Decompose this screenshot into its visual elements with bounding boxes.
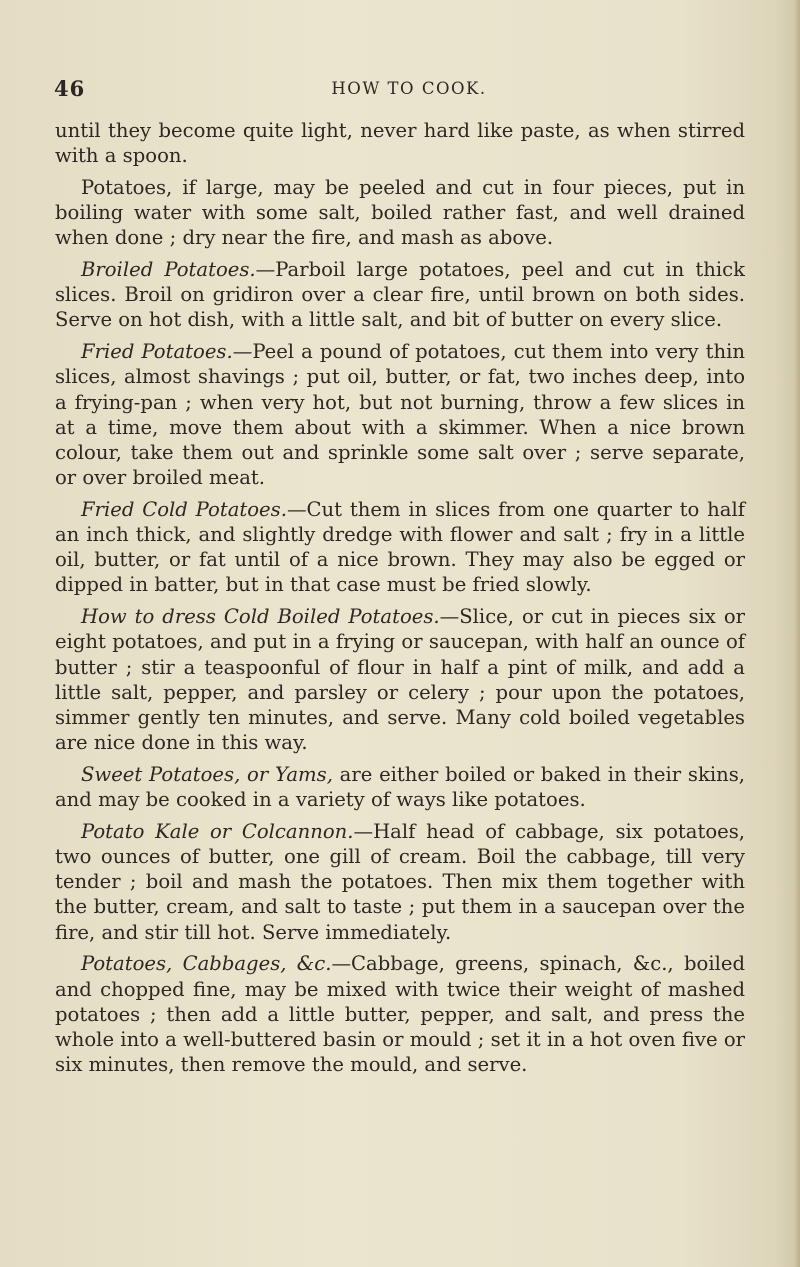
recipe-title: Sweet Potatoes, or Yams, — [81, 762, 333, 786]
paragraph-text: Potatoes, if large, may be peeled and cut in four pieces, put in boiling water with some salt, boiled rather fast, and well drained when done ; dry near the fire, and mash as above. — [55, 175, 745, 250]
recipe-text: —Peel a pound of potatoes, cut them into very thin slices, almost shavings ; put oil, butter, or fat, two inches deep, into a frying-pan ; when very hot, but not burning, throw a few slices in at a time, move them about with a skimmer. When a nice brown colour, take them out and sprinkle some salt over ; serve separate, or over broiled meat. — [55, 340, 746, 490]
paragraph-continuation — [55, 118, 745, 168]
recipe-cold-boiled-potatoes — [55, 604, 745, 755]
paragraph-text: until they become quite light, never hard like paste, as when stirred with a spoon. — [55, 119, 745, 168]
paragraph-potatoes-large — [55, 175, 745, 251]
recipe-text: —Half head of cabbage, six potatoes, two ounces of butter, one gill of cream. Boil the cabbage, till very tender ; boil and mash the potatoes. Then mix them together with the butter, cream, and salt to taste ; put them in a saucepan over the fire, and stir till hot. Serve immediately. — [55, 819, 745, 944]
recipe-text: —Cut them in slices from one quarter to half an inch thick, and slightly dredge with flower and salt ; fry in a little oil, butter, or fat until of a nice brown. They may also be egged or dipped in batter, but in that case must be fried slowly. — [55, 497, 745, 597]
recipe-text: —Cabbage, greens, spinach, &c., boiled and chopped fine, may be mixed with twice their weight of mashed potatoes ; then add a little butter, pepper, and salt, and press the whole into a well-buttered basin or mould ; set it in a hot oven five or six minutes, then remove the mould, and serve. — [55, 952, 745, 1077]
recipe-title: Fried Cold Potatoes. — [81, 497, 287, 521]
recipe-potatoes-cabbages — [55, 951, 745, 1077]
recipe-title: Potatoes, Cabbages, &c. — [81, 952, 332, 976]
page-header — [54, 76, 734, 106]
recipe-broiled-potatoes — [55, 257, 745, 333]
page-number: 46 — [54, 76, 86, 101]
recipe-text: —Parboil large potatoes, peel and cut in thick slices. Broil on gridiron over a clear fire, until brown on both sides. Serve on hot dish, with a little salt, and bit of butter on every slice. — [55, 258, 745, 332]
recipe-title: Potato Kale or Colcannon. — [81, 819, 354, 843]
recipe-title: Broiled Potatoes. — [81, 258, 256, 282]
recipe-sweet-potatoes — [55, 762, 745, 812]
recipe-title: How to dress Cold Boiled Potatoes. — [81, 605, 440, 629]
recipe-fried-cold-potatoes — [55, 497, 745, 598]
recipe-text: —Slice, or cut in pieces six or eight potatoes, and put in a frying or saucepan, with half an ounce of butter ; stir a teaspoonful of flour in half a pint of milk, and add a little salt, pepper, and parsley or celery ; pour upon the potatoes, simmer gently ten minutes, and serve. Many cold boiled vegetables are nice done in this way. — [55, 605, 745, 755]
recipe-fried-potatoes — [55, 339, 745, 490]
running-title: HOW TO COOK. — [331, 79, 487, 98]
page-edge-shadow — [794, 0, 800, 1267]
recipe-title: Fried Potatoes. — [81, 340, 233, 364]
recipe-colcannon — [55, 819, 745, 945]
page-body — [55, 118, 745, 1084]
recipe-text: are either boiled or baked in their skins, and may be cooked in a variety of ways like potatoes. — [55, 762, 745, 812]
